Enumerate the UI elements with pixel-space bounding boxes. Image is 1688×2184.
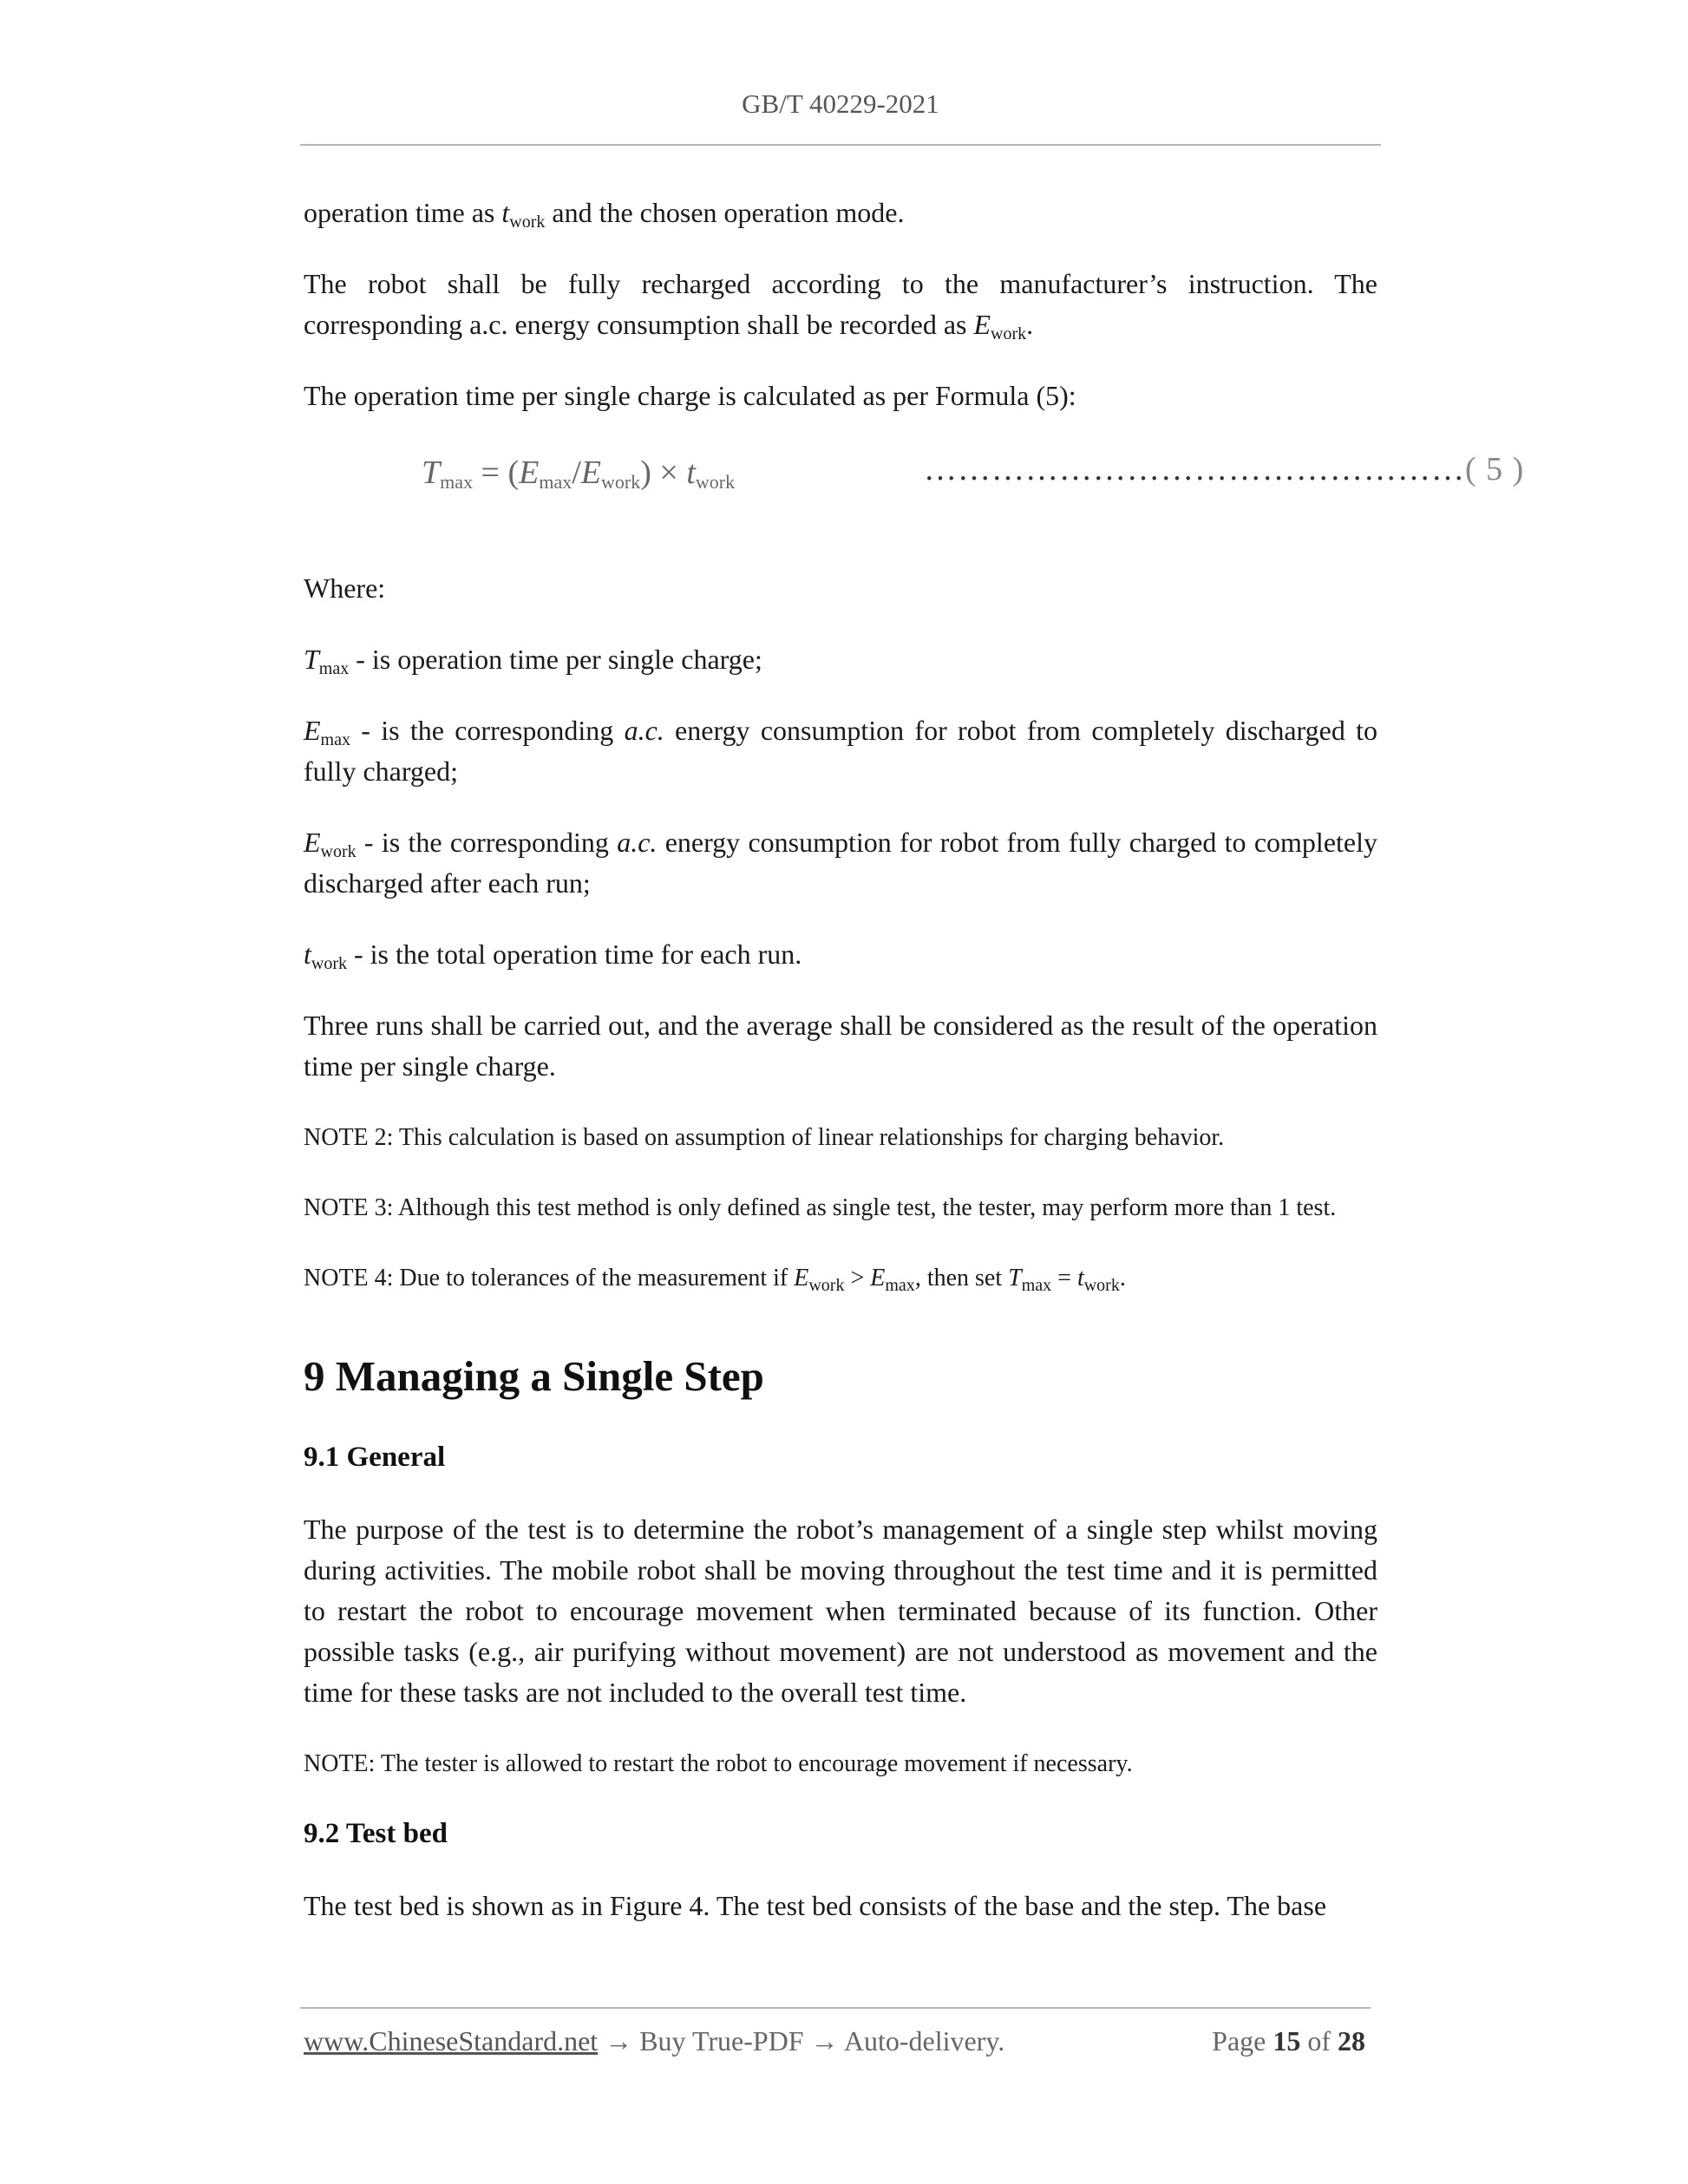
- definition-ework: [304, 822, 1377, 904]
- operator: >: [844, 1265, 871, 1291]
- operator: ) ×: [640, 454, 687, 491]
- subsection-heading-general: 9.1 General: [304, 1442, 446, 1473]
- text: - is the total operation time for each run.: [347, 938, 802, 970]
- operator: /: [572, 454, 581, 491]
- page-header: GB/T 40229-2021: [742, 88, 939, 119]
- note-2: NOTE 2: This calculation is based on assumption of linear relationships for charging behavior.: [304, 1124, 1225, 1151]
- symbol: E: [304, 715, 321, 746]
- formula-leader: [924, 450, 1524, 488]
- header-divider: [300, 144, 1381, 146]
- text-italic: a.c.: [617, 827, 658, 858]
- arrow-icon: →: [803, 2025, 844, 2056]
- symbol: E: [794, 1265, 809, 1291]
- paragraph-recharge: [304, 264, 1377, 345]
- text: .: [1119, 1265, 1126, 1291]
- note-restart: NOTE: The tester is allowed to restart the robot to encourage movement if necessary.: [304, 1750, 1133, 1777]
- website-link[interactable]: www.ChineseStandard.net: [304, 2025, 599, 2056]
- operator: = (: [473, 454, 520, 491]
- formula-5: [304, 447, 1525, 516]
- subscript: work: [509, 213, 546, 232]
- subsection-heading-test-bed: 9.2 Test bed: [304, 1818, 448, 1849]
- text: .: [1026, 309, 1034, 340]
- definition-emax: [304, 710, 1377, 792]
- symbol: t: [1076, 1265, 1084, 1291]
- auto-delivery-text: Auto-delivery.: [843, 2025, 1005, 2056]
- symbol: E: [870, 1265, 886, 1291]
- definition-twork: [304, 934, 1377, 975]
- subscript: work: [695, 471, 736, 493]
- buy-pdf-text: Buy True-PDF: [639, 2025, 804, 2056]
- symbol: T: [304, 644, 319, 675]
- note-3: NOTE 3: Although this test method is only defined as single test, the tester, may perform more than 1 test.: [304, 1194, 1337, 1221]
- text: - is the corresponding: [350, 715, 625, 746]
- symbol: E: [304, 827, 321, 858]
- text: - is operation time per single charge;: [349, 644, 762, 675]
- paragraph-purpose: The purpose of the test is to determine the robot’s management of a single step whilst moving during activities. The mobile robot shall be moving throughout the test time and it is permitted to restart the robot to encourage movement when terminated because of its function. Other possible tasks (e.g., air purifying without movement) are not understood as movement and the time for these tasks are not included to the overall test time.: [304, 1514, 1377, 1708]
- symbol: E: [973, 309, 991, 340]
- paragraph-operation-time: [304, 193, 1377, 233]
- symbol: t: [501, 197, 510, 228]
- total-pages: 28: [1338, 2025, 1365, 2056]
- subscript: max: [440, 471, 474, 493]
- text: energy consumption for robot from completely discharged to fully charged;: [304, 715, 1378, 787]
- subscript: max: [320, 730, 350, 749]
- subscript: work: [808, 1276, 845, 1295]
- symbol: t: [686, 454, 696, 491]
- subscript: work: [320, 842, 357, 861]
- formula-expression: [422, 454, 735, 492]
- subscript: work: [601, 471, 641, 493]
- paragraph-test-bed: The test bed is shown as in Figure 4. The test bed consists of the base and the step. The base: [304, 1890, 1327, 1921]
- symbol: T: [422, 454, 441, 491]
- text: operation time as: [304, 197, 502, 228]
- operator: =: [1051, 1265, 1077, 1291]
- paragraph-formula-intro: The operation time per single charge is calculated as per Formula (5):: [304, 380, 1076, 411]
- text: The robot shall be fully recharged according to the manufacturer’s instruction. The corresponding a.c. energy consumption shall be recorded as: [304, 268, 1377, 340]
- subscript: max: [318, 659, 350, 678]
- subscript: max: [1021, 1276, 1052, 1295]
- page-label: Page: [1212, 2025, 1273, 2056]
- paragraph-three-runs: Three runs shall be carried out, and the average shall be considered as the result of the operation time per single charge.: [304, 1010, 1377, 1082]
- subscript: max: [539, 471, 572, 493]
- subscript: work: [311, 954, 347, 973]
- note-4: [304, 1258, 1377, 1298]
- subscript: max: [885, 1276, 915, 1295]
- document-body: [304, 193, 1525, 1957]
- symbol: E: [519, 454, 540, 491]
- of-label: of: [1300, 2025, 1338, 2056]
- page-number: [1212, 2025, 1365, 2057]
- text: - is the corresponding: [356, 827, 618, 858]
- current-page: 15: [1273, 2025, 1301, 2056]
- where-label: Where:: [304, 572, 386, 604]
- section-heading: 9 Managing a Single Step: [304, 1352, 764, 1400]
- symbol: E: [580, 454, 602, 491]
- text: NOTE 4: Due to tolerances of the measurement if: [304, 1265, 795, 1291]
- text: , then set: [914, 1265, 1009, 1291]
- arrow-icon: →: [598, 2025, 640, 2056]
- definition-tmax: [304, 639, 1377, 680]
- leader-dots: …………………………………………: [924, 451, 1465, 487]
- symbol: T: [1008, 1265, 1022, 1291]
- footer-links: [304, 2025, 1004, 2057]
- text: energy consumption for robot from fully charged to completely discharged after each run;: [304, 827, 1378, 899]
- formula-number: ( 5 ): [1465, 451, 1525, 487]
- subscript: work: [991, 324, 1027, 343]
- footer-divider: [300, 2007, 1371, 2009]
- text-italic: a.c.: [624, 715, 664, 746]
- symbol: t: [304, 938, 311, 970]
- subscript: work: [1083, 1276, 1120, 1295]
- text: and the chosen operation mode.: [545, 197, 905, 228]
